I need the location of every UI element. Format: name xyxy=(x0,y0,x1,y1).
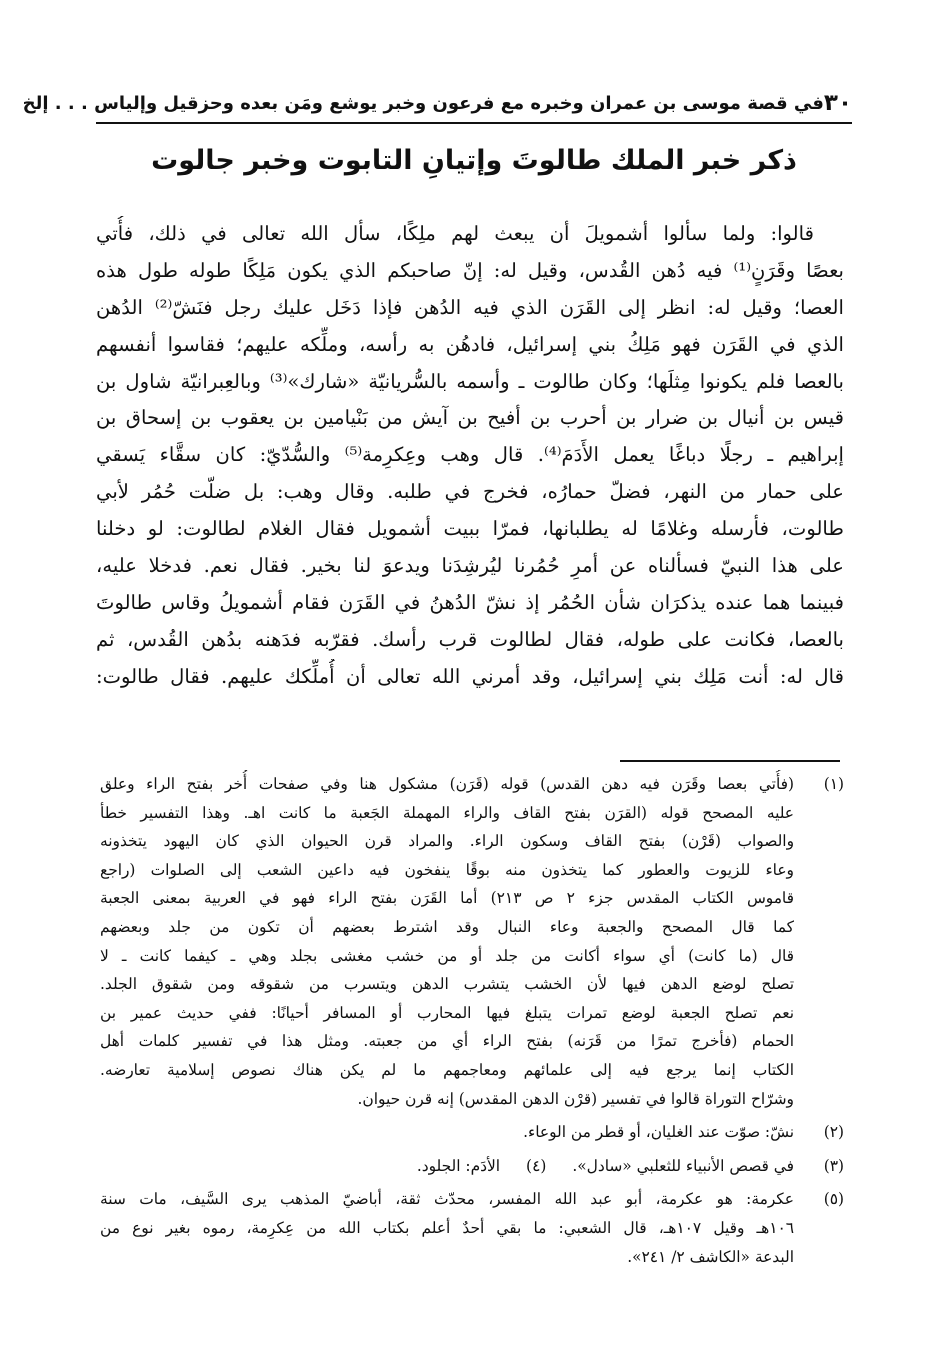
text-line: بالعصا فلم يكونوا مِثلَها؛ وكان طالوت ـ وأسمه بالسُّريانيّة «شارك»⁽³⁾ وبالعِبرانيّة شاول بن xyxy=(96,369,844,393)
footnote-line: تصلح لوضع الدهن فيها لأن الخشب يتشرب الدهن ويتسرب من شقوقه ومن شقوق الجلد. xyxy=(100,975,794,994)
footnote-number: (١) xyxy=(823,775,844,793)
footnote-2 xyxy=(100,1118,844,1147)
footnote-body xyxy=(100,1185,794,1271)
footnote-5 xyxy=(100,1185,844,1271)
footnotes xyxy=(100,770,844,1271)
text-line: فبينما هما عنده يذكرَان شأن الحُمُر إذ نشّ الدُهنُ في القَرَن فقام أشمويلُ وقاس طالوتَ xyxy=(96,590,844,614)
running-head xyxy=(22,84,852,124)
page-number: ٣٠ xyxy=(823,90,852,116)
footnote-separator xyxy=(620,760,840,762)
footnote-number: (٣) xyxy=(823,1156,844,1175)
text-line: قالوا: ولما سألوا أشمويلَ أن يبعث لهم ملِكًا، سأل الله تعالى في ذلك، فأُتي xyxy=(96,222,814,245)
footnote-3-text: في قصص الأنبياء للثعلبي «سادل». xyxy=(572,1156,794,1175)
footnote-line: قاموس الكتاب المقدس جزء ٢ ص ٢١٣) أما القَرَن بفتح الراء فهو في العربية بمعنى الجعبة xyxy=(100,889,794,908)
text-line: قال له: أنت مَلِك بني إسرائيل، وقد أمرني الله تعالى أن أُملِّكك عليهم. فقال طالوت: xyxy=(96,664,844,688)
footnote-line: نعم تصلح الجعبة لوضع تمرات يتبلغ فيها المحارب أو المسافر أحيانًا: ففي حديث عمير بن xyxy=(100,1003,794,1022)
text-line: بعصًا وقَرَنٍ⁽¹⁾ فيه دُهن القُدس، وقيل له: إنّ صاحبكم الذي يكون مَلِكًا طوله طول هذه xyxy=(96,258,844,282)
footnote-number: (٢) xyxy=(823,1123,844,1142)
footnote-number: (٥) xyxy=(823,1190,844,1209)
footnote-line: عكرمة: هو عكرمة، أبو عبد الله المفسر، محدّث ثقة، أباضيّ المذهب يرى السَّيف، مات سنة xyxy=(100,1190,794,1209)
text-line: على هذا النبيّ فسألناه عن أمرِ حُمُرنا ليُرشِدَنا ويدعوَ لنا بخير. فقال نعم. فدخلا عليه، xyxy=(96,554,844,578)
text-line: العصا؛ وقيل له: انظر إلى القَرَن الذي فيه الدُهن فإذا دَخَل عليك رجل فنَشّ⁽²⁾ الدُهن xyxy=(96,295,844,319)
footnote-number: (٤) xyxy=(526,1156,547,1175)
text-line: طالوت، فأرسله وغلامًا له يطلبانها، فمرّا ببيت أشمويل فقال الغلام لطالوت: لو دخلنا xyxy=(96,517,844,541)
footnote-body xyxy=(100,770,794,1113)
footnote-3-4 xyxy=(100,1152,844,1181)
footnote-line: قال (ما كانت) أي سواء أكانت من جلد أو من خشب مغشى بجلد وهي ـ كيفما كانت ـ لا xyxy=(100,946,794,965)
footnote-line: كما قال المصحح والجعبة وعاء النبال وقد اشترط بعضهم أن تكون من جلد وبعضهم xyxy=(100,917,794,936)
footnote-line: ١٠٦هـ وقيل ١٠٧هـ، قال الشعبي: ما بقي أحدٌ أعلم بكتاب الله من عِكرِمة، رموه بغير نوع من xyxy=(100,1218,794,1237)
footnote-line: والصواب (قَرْن) بفتح القاف وسكون الراء. والمراد قرن الحيوان الذي كان اليهود يتخذونه xyxy=(100,832,794,851)
text-line: الذي في القَرَن فهو مَلِكُ بني إسرائيل، فادهُن به رأسه، وملِّكه عليهم؛ فقاسوا أنفسهم xyxy=(96,332,844,356)
footnote-line: الكتاب إنما يرجع فيه إلى علمائهم ومعاجمهم ما لم يكن هناك نصوص إسلامية تعارضه. xyxy=(100,1060,794,1079)
footnote-line: وعاء للزيوت والعطور كما يتخذون منه بوقًا ينفخون فيه داعين الشعب إلى الصلوات (راجع xyxy=(100,860,794,879)
footnote-1 xyxy=(100,770,844,1113)
footnote-line: عليه المصحح قوله (القرَن بفتح القاف والراء المهملة الجَعبة ما كانت اهـ. وهذا التفسير خطأ xyxy=(100,803,794,822)
text-line: قيس بن أنيال بن ضرار بن أحرب بن أفيح بن آيش من بَنْيامين بن يعقوب بن إسحاق بن xyxy=(96,406,844,430)
running-title: في قصة موسى بن عمران وخبره مع فرعون وخبر يوشع ومَن بعده وحزقيل وإلياس . . . إلخ xyxy=(22,92,824,114)
footnote-body xyxy=(100,1118,794,1147)
footnote-line: الحمام (فأخرج تمرًا من قَرَنه) بفتح الراء أي من جعبته. ومثل هذا في تفسير كلمات أهل xyxy=(100,1032,794,1051)
text-line: بالعصا، فكانت على طوله، فقال لطالوت قرب رأسك. فقرّبه فدَهنه بدُهن القُدس، ثم xyxy=(96,627,844,651)
footnote-line: وشرّاح التوراة قالوا في تفسير (قرْن الدهن المقدس) إنه قرن حيوان. xyxy=(357,1089,794,1108)
footnote-line: نشّ: صوّت عند الغليان، أو قطر من الوعاء. xyxy=(523,1123,794,1142)
footnote-line: البدعة «الكاشف ٢/ ٢٤١». xyxy=(627,1247,794,1266)
main-text xyxy=(96,216,844,696)
text-line: إبراهيم ـ رجلًا دباغًا يعمل الأَدَمَ⁽⁴⁾. قال وهب وعِكرِمة⁽⁵⁾ والسُّدّيّ: كان سقَّاء يَسقي xyxy=(96,443,844,467)
footnote-4-text: الأدَم: الجلود. xyxy=(416,1156,501,1175)
text-line: على حمار من النهر، فضلّ حمارُه، فخرج في طلبه. وقال وهب: بل ضلّت حُمُر لأبي xyxy=(96,480,844,504)
section-title: ذكر خبر الملك طالوتَ وإتيانِ التابوت وخبر جالوت xyxy=(151,145,797,176)
footnote-line: (فأُتي بعصا وقَرَن فيه دهن القدس) قوله (قَرَن) مشكول هنا وفي صفحات أُخر بفتح الراء وعلق xyxy=(100,775,794,793)
